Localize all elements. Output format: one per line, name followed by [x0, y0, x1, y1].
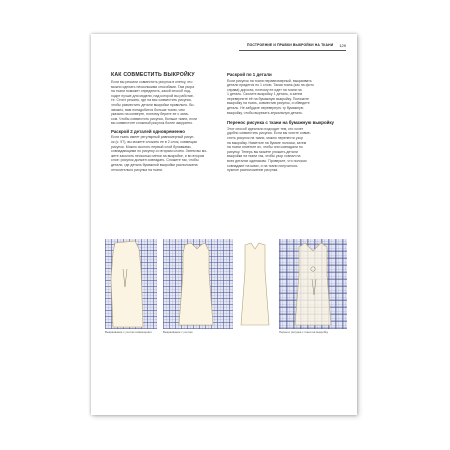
text-line: детали, где деталь бумажной выкройки расположена [111, 163, 198, 167]
text-line: переверните её на бумажную выкройку. Положите [227, 96, 309, 101]
text-line: на выкройку. Наметьте на бумаге полоски, затем [227, 140, 307, 145]
text-line: на ткани отметьте их, чтобы они совпадали по [227, 145, 303, 150]
text-line: рисунку. Теперь вы можете уложить детали [227, 149, 298, 154]
text-line: чтобы разместить детали выкройки правильно. Во- [111, 102, 195, 107]
text-line: те. Стоит решить, где на вас совместить рисунок, [111, 98, 192, 103]
subheading: Раскрой по 1 детали [227, 72, 272, 77]
subheading: Раскрой 2 деталей одновременно [111, 128, 185, 134]
running-header [247, 41, 346, 49]
text-line: совпадают на швах, и на ткани получилось [227, 163, 298, 168]
text-line: Этот способ идеально подходит тем, кто хочет [227, 126, 304, 131]
text-line: ходит лучше для модели, над которой вы работае- [111, 93, 194, 98]
text-line: Если рисунок на ткани неравномерный, выкраивать [227, 78, 312, 83]
text-line: сом. Чтобы совместить рисунок, больше ткани, если [111, 116, 197, 121]
garment-outline-illustration [163, 239, 233, 329]
text-line: относительно рисунка на ткани. [111, 167, 163, 172]
text-line: детали придется по 1 слою. Такая ткань (как на фото [227, 83, 314, 88]
text-line: Если вы решили совместить рисунок в клетку, это [111, 80, 193, 84]
header-rule [239, 50, 346, 51]
text-line: стить рисунок на ткани, можно перенести узор [227, 135, 303, 140]
text-line: рисунок. Можно сколоть первый слой булавками, [111, 144, 192, 149]
text-line: нужное расположение рисунка. [227, 168, 279, 173]
text-line: всех деталях одинаково. Проверьте, что полоски [227, 158, 307, 163]
figure-caption: Выкраивание с учетом совмещения [105, 330, 152, 334]
dress-outline-illustration [235, 239, 275, 329]
pattern-overlay-illustration [279, 239, 347, 329]
figure-caption: Выкраивание с учетом [163, 330, 193, 334]
text-line: деталь. Не забудьте перевернуть ту бумажную [227, 106, 304, 111]
illustration-strip [101, 239, 347, 334]
text-line: выкройку, чтобы вырезать зеркальную деталь. [227, 110, 303, 115]
text-line: удобно совместить рисунок. Если вы хотите совме- [227, 131, 311, 136]
text-line: ок (с. 97), вы можете сложить ее в 2 слоя, совмещая [111, 140, 197, 145]
body-paragraph [227, 79, 339, 116]
text-line: можно сделать несколькими способами. Там узора [111, 84, 195, 89]
body-paragraph [227, 127, 339, 173]
page-number: 129 [339, 42, 346, 48]
pattern-piece-illustration [105, 239, 157, 329]
body-paragraph [111, 135, 219, 172]
text-line: выкройки на ткани так, чтобы узор совпал на [227, 154, 301, 159]
text-line: выкройку на ткань, совместив рисунок, и обведите [227, 101, 310, 106]
section-heading: КАК СОВМЕСТИТЬ ВЫКРОЙКУ [111, 72, 195, 78]
running-header-title: ПОСТРОЕНИЕ И ПРАВКИ ВЫКРОЙКИ НА ТКАНИ [247, 43, 334, 47]
text-line: жете заколоть несколько метки на выкройке, и во втором [111, 153, 205, 158]
text-line: зможно, вам понадобится больше ткани, чем [111, 107, 185, 112]
right-column [227, 72, 339, 173]
intro-paragraph [111, 80, 219, 126]
text-line: вы совместите сложный рисунок более аккуратно. [111, 121, 194, 126]
text-line: Если ткань имеет регулярный равномерный рисун- [111, 135, 195, 140]
subheading: Перенос рисунка с ткани на бумажную выкройку [227, 120, 334, 126]
book-page [91, 34, 357, 415]
text-line: 1 деталь. Сколите выкройку 1 деталь, а затем [227, 92, 303, 97]
text-line: слое: рисунок должен совпадать. Сложите так, чтобы [111, 158, 199, 163]
figure-caption: Перенос рисунка с ткани на выкройку [279, 330, 329, 334]
text-line: указано на конверте, поэтому берите ее с запа- [111, 112, 189, 117]
left-column [111, 72, 219, 172]
text-line: совпадающими по рисунку со вторым слоем. Затем вы мо- [111, 149, 208, 154]
text-line: на ткани поможет определить, какой способ под- [111, 89, 191, 94]
text-line: справа) дорогая, поэтому ее идет на ткани на [227, 87, 302, 92]
